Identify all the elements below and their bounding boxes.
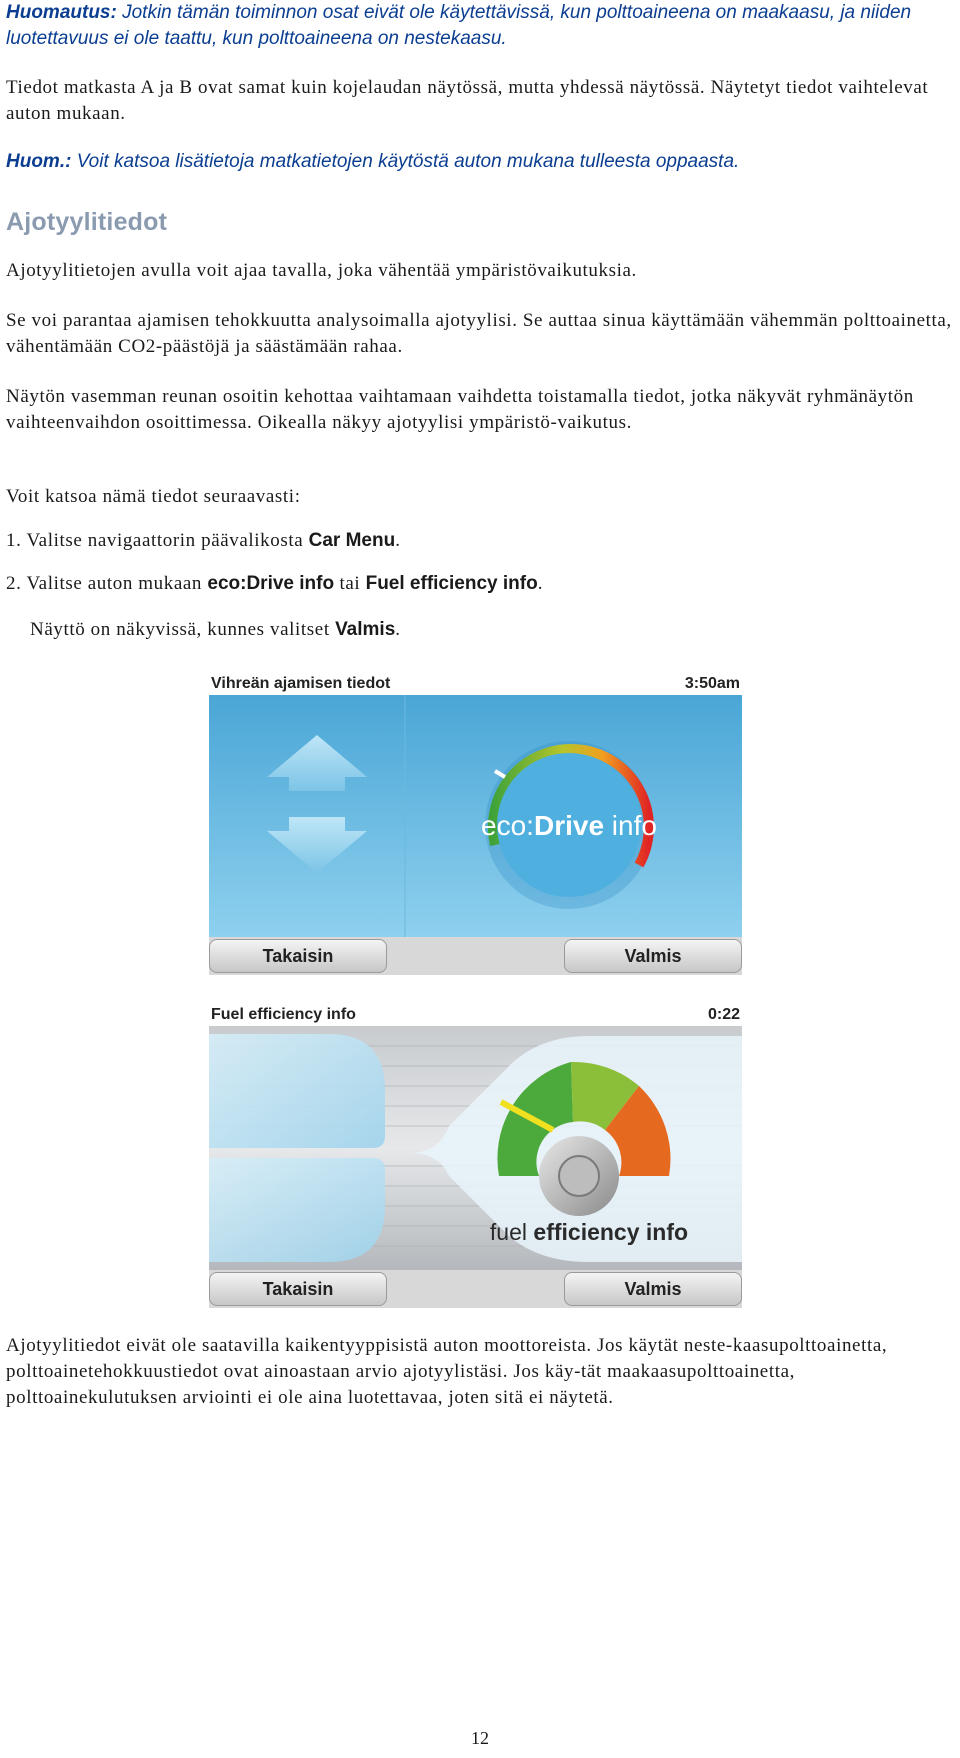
- screen2-time: 0:22: [707, 1006, 740, 1023]
- fuel-efficiency-display: [209, 1026, 742, 1270]
- fuel-note-text: Jotkin tämän toiminnon osat eivät ole käytettävissä, kun polttoaineena on maakaasu, ja niiden luotettavuus ei ole taattu, kun polttoaineena on nestekaasu.: [6, 2, 912, 49]
- benefit-paragraph: Se voi parantaa ajamisen tehokkuutta analysoimalla ajotyylisi. Se auttaa sinua käyttämään vähemmän polttoainetta, vähentämään CO2-päästöjä ja säästämään rahaa.: [6, 310, 952, 357]
- step-1: 1. Valitse navigaattorin päävalikosta Car Menu.: [6, 530, 401, 551]
- done-button[interactable]: Valmis: [564, 939, 742, 973]
- fuel-note-label: Huomautus:: [6, 2, 117, 23]
- lower-panel: [209, 1158, 385, 1262]
- car-menu-ref: Car Menu: [308, 530, 396, 551]
- fuel-efficiency-ref: Fuel efficiency info: [365, 573, 538, 594]
- screen2-title: Fuel efficiency info: [211, 1006, 356, 1023]
- section-heading: Ajotyylitiedot: [6, 208, 168, 236]
- page-number: 12: [471, 1728, 489, 1748]
- intro-paragraph: Ajotyylitietojen avulla voit ajaa tavalla, joka vähentää ympäristövaikutuksia.: [6, 260, 637, 281]
- ecodrive-display: [209, 695, 742, 937]
- screen1-time: 3:50am: [684, 675, 740, 692]
- back-button[interactable]: Takaisin: [209, 939, 387, 973]
- manual-note-text: Voit katsoa lisätietoja matkatietojen käytöstä auton mukana tulleesta oppaasta.: [71, 151, 740, 172]
- step-2: 2. Valitse auton mukaan eco:Drive info tai Fuel efficiency info.: [6, 573, 544, 594]
- valmis-ref: Valmis: [335, 619, 396, 640]
- screen1-title: Vihreän ajamisen tiedot: [211, 675, 391, 692]
- screen1-button-bar: [209, 937, 742, 975]
- manual-note-label: Huom.:: [6, 151, 72, 172]
- manual-note: [6, 149, 956, 175]
- instructions-intro: Voit katsoa nämä tiedot seuraavasti:: [6, 486, 301, 507]
- upper-panel: [209, 1034, 385, 1148]
- done-button[interactable]: Valmis: [564, 1272, 742, 1306]
- trip-info-paragraph: Tiedot matkasta A ja B ovat samat kuin kojelaudan näytössä, mutta yhdessä näytössä. Näytetyt tiedot vaihtelevat auton mukaan.: [6, 77, 929, 124]
- screen1-titlebar: [209, 673, 742, 695]
- ecodrive-info-ref: eco:Drive info: [207, 573, 335, 594]
- ecodrive-screen: [209, 673, 742, 975]
- screen2-button-bar: [209, 1270, 742, 1308]
- fuel-efficiency-logo-text: fuel efficiency info: [489, 1219, 689, 1245]
- ecodrive-logo-text: eco:Drive info: [481, 810, 657, 841]
- indicator-paragraph: Näytön vasemman reunan osoitin kehottaa vaihtamaan vaihdetta toistamalla tiedot, jotka näkyvät ryhmänäytön vaihteenvaihdon osoittimessa. Oikealla näkyy ajotyylisi ympäristö-vaikutus.: [6, 386, 914, 433]
- step-2-detail: Näyttö on näkyvissä, kunnes valitset Valmis.: [30, 619, 401, 640]
- availability-paragraph: Ajotyylitiedot eivät ole saatavilla kaikentyyppisistä auton moottoreista. Jos käytät neste-kaasupolttoainetta, polttoainetehokkuustiedot ovat ainoastaan arvio ajotyylistäsi. Jos käy-tät maakaasupolttoainetta, polttoainekulutuksen arviointi ei ole aina luotettavaa, joten sitä ei näytetä.: [6, 1335, 888, 1408]
- back-button[interactable]: Takaisin: [209, 1272, 387, 1306]
- fuel-note: [6, 0, 956, 52]
- fuel-efficiency-screen: [209, 1004, 742, 1308]
- screen2-titlebar: [209, 1004, 742, 1026]
